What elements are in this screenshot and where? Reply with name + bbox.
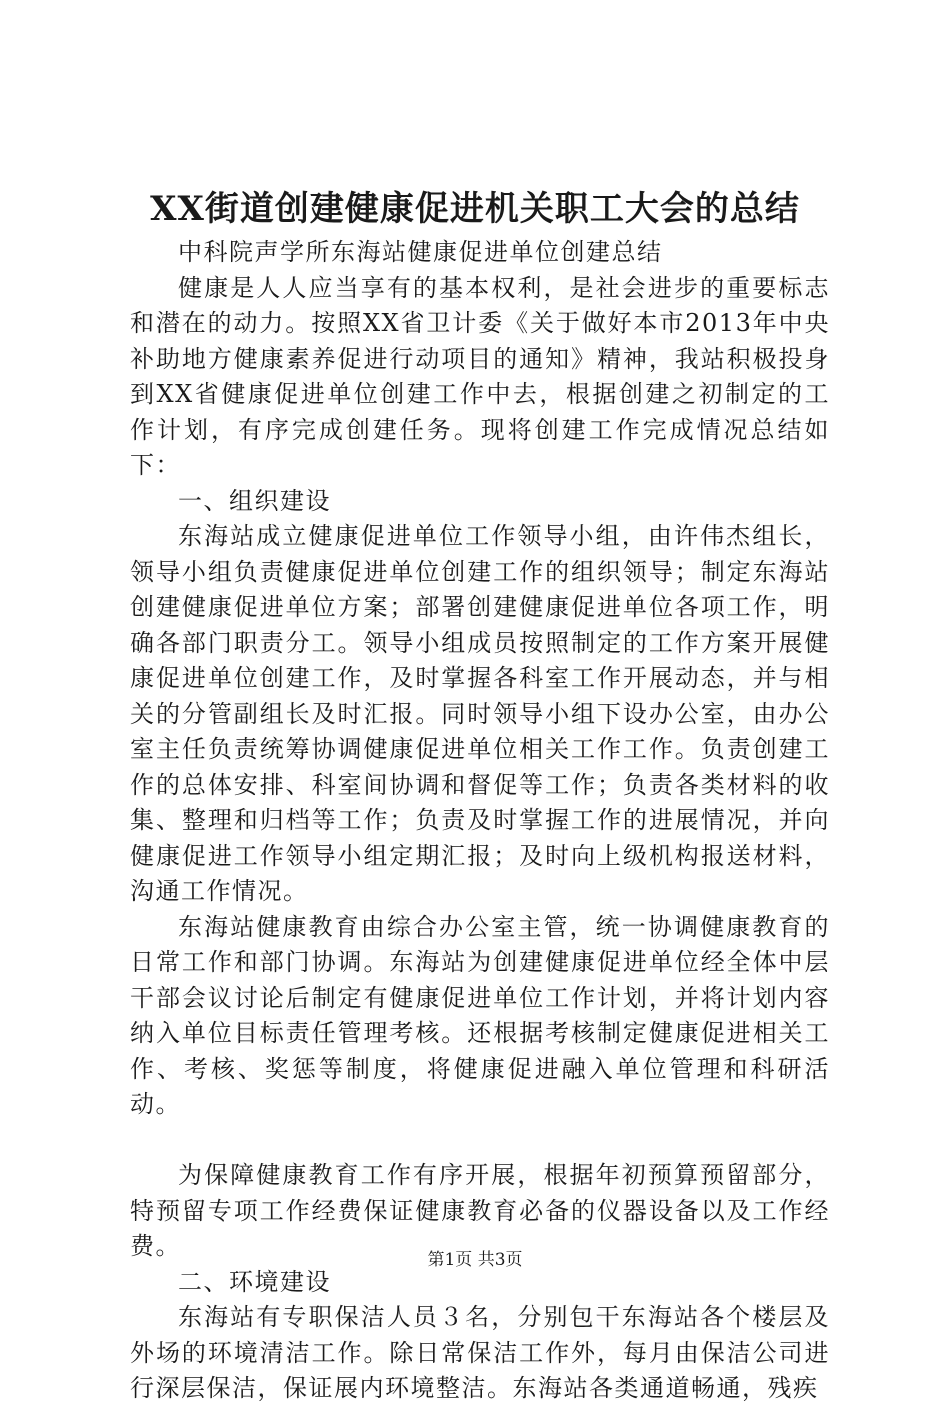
environment-paragraph: 东海站有专职保洁人员３名，分别包干东海站各个楼层及外场的环境清洁工作。除日常保洁工作外，每月由保洁公司进行深层保洁，保证展内环境整洁。东海站各类通道畅通，残疾: [130, 1303, 830, 1402]
page-footer: 第1页 共3页: [427, 1250, 523, 1270]
section-heading-environment: 二、环境建设: [178, 1267, 331, 1296]
intro-paragraph: 健康是人人应当享有的基本权利，是社会进步的重要标志和潜在的动力。按照XX省卫计委《关于做好本市2013年中央补助地方健康素养促进行动项目的通知》精神，我站积极投身到XX省健康促进单位创建工作中去，根据创建之初制定的工作计划，有序完成创建任务。现将创建工作完成情况总结如下：: [130, 273, 830, 479]
blank-line: [130, 1123, 830, 1159]
document-title: XX街道创建健康促进机关职工大会的总结: [150, 189, 800, 229]
funding-paragraph: 为保障健康教育工作有序开展，根据年初预算预留部分，特预留专项工作经费保证健康教育必备的仪器设备以及工作经费。: [130, 1161, 830, 1260]
subtitle-paragraph: 中科院声学所东海站健康促进单位创建总结: [178, 238, 663, 266]
organization-paragraph-1: 东海站成立健康促进单位工作领导小组，由许伟杰组长，领导小组负责健康促进单位创建工作的组织领导；制定东海站创建健康促进单位方案；部署创建健康促进单位各项工作，明确各部门职责分工。领导小组成员按照制定的工作方案开展健康促进单位创建工作，及时掌握各科室工作开展动态，并与相关的分管副组长及时汇报。同时领导小组下设办公室，由办公室主任负责统筹协调健康促进单位相关工作工作。负责创建工作的总体安排、科室间协调和督促等工作；负责各类材料的收集、整理和归档等工作；负责及时掌握工作的进展情况，并向健康促进工作领导小组定期汇报；及时向上级机构报送材料，沟通工作情况。: [130, 522, 830, 905]
document-body: [130, 235, 830, 1407]
section-heading-organization: 一、组织建设: [178, 486, 331, 515]
organization-paragraph-2: 东海站健康教育由综合办公室主管，统一协调健康教育的日常工作和部门协调。东海站为创建健康促进单位经全体中层干部会议讨论后制定有健康促进单位工作计划，并将计划内容纳入单位目标责任管理考核。还根据考核制定健康促进相关工作、考核、奖惩等制度，将健康促进融入单位管理和科研活动。: [130, 912, 830, 1118]
